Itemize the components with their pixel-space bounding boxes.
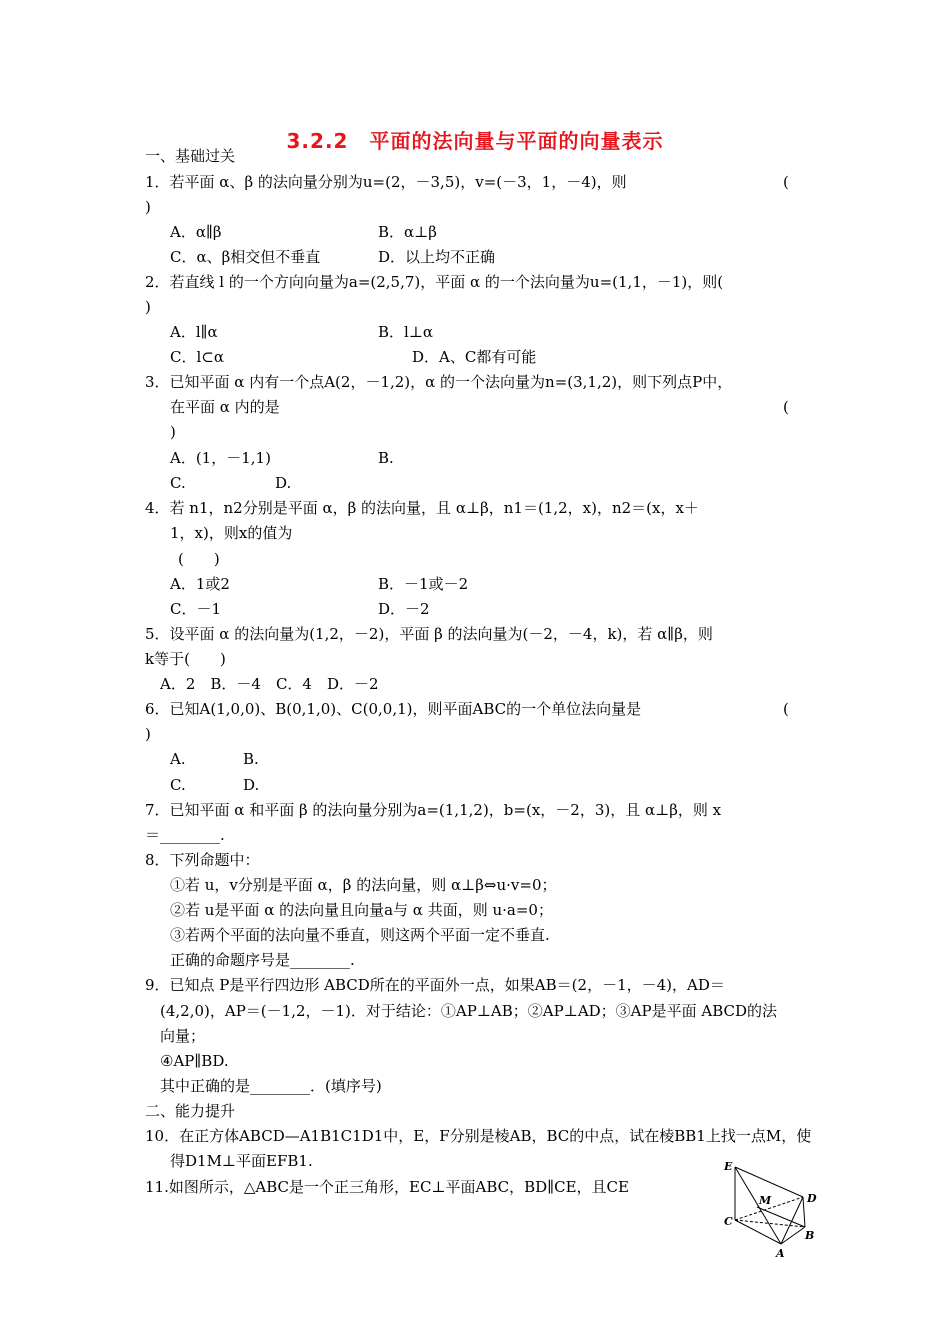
figure-label-b: B [805,1229,815,1242]
question-9-cont: (4,2,0)，AP＝(－1,2，－1)．对于结论：①AP⊥AB；②AP⊥AD；③AP是平面 ABCD的法 [160,1002,778,1020]
figure-label-e: E [724,1160,733,1173]
option-a: A．l∥α [170,323,218,341]
option-b: B．α⊥β [378,223,437,241]
question-9-conclusion-4: ④AP∥BD. [160,1052,229,1070]
question-4: 4．若 n1，n2分别是平面 α，β 的法向量，且 α⊥β，n1＝(1,2，x)，n2＝(x，x＋ [145,499,699,517]
question-10-cont: 得D1M⊥平面EFB1. [170,1152,313,1170]
question-9-cont: 向量； [160,1027,206,1045]
answer-bracket-close: ) [145,198,151,216]
section-heading: 二、能力提升 [145,1102,236,1120]
proposition-2: ②若 u是平面 α 的法向量且向量a与 α 共面，则 u·a=0； [170,901,553,919]
question-5: 5．设平面 α 的法向量为(1,2，－2)，平面 β 的法向量为(－2，－4，k)，若 α∥β，则 [145,625,713,643]
question-5-cont: k等于( ) [145,650,226,668]
geometry-figure [715,1155,825,1265]
option-b: B. [243,750,259,768]
option-c: C．l⊂α [170,348,224,366]
option-a: A．(1，－1,1) [170,449,271,467]
option-c: C. [170,776,186,794]
proposition-1: ①若 u，v分别是平面 α，β 的法向量，则 α⊥β⇔u·v=0； [170,876,557,894]
option-a: A．α∥β [170,223,222,241]
option-b: B. [378,449,394,467]
option-d: D．－2 [378,600,430,618]
figure-label-m: M [759,1194,772,1207]
question-10: 10．在正方体ABCD—A1B1C1D1中，E，F分别是棱AB，BC的中点，试在棱BB1上找一点M，使 [145,1127,812,1145]
proposition-3: ③若两个平面的法向量不垂直，则这两个平面一定不垂直. [170,926,550,944]
option-d: D. [275,474,292,492]
figure-label-c: C [724,1215,733,1228]
question-4-cont: 1，x)，则x的值为 [170,524,293,542]
answer-bracket-close: ) [145,298,151,316]
answer-bracket: ( ) [178,550,220,568]
answer-bracket-close: ) [145,725,151,743]
question-11: 11.如图所示，△ABC是一个正三角形，EC⊥平面ABC，BD∥CE，且CE [145,1178,629,1196]
question-9: 9．已知点 P是平行四边形 ABCD所在的平面外一点，如果AB＝(2，－1，－4)，AD＝ [145,976,725,994]
option-d: D．以上均不正确 [378,248,496,266]
question-6: 6．已知A(1,0,0)、B(0,1,0)、C(0,0,1)，则平面ABC的一个单位法向量是 [145,700,642,718]
question-8-answer: 正确的命题序号是________. [170,951,355,969]
answer-bracket-close: ) [170,423,176,441]
question-8: 8．下列命题中： [145,851,260,869]
options-row: A．2 B．－4 C．4 D．－2 [160,675,379,693]
option-c: C. [170,474,186,492]
option-b: B．l⊥α [378,323,434,341]
option-a: A．1或2 [170,575,230,593]
option-d: D．A、C都有可能 [412,348,537,366]
section-heading: 一、基础过关 [145,147,236,165]
question-3-cont: 在平面 α 内的是 [170,398,280,416]
page-title: 3.2.2 平面的法向量与平面的向量表示 [286,129,664,153]
figure-label-d: D [807,1192,817,1205]
question-9-answer: 其中正确的是________．(填序号) [160,1077,382,1095]
answer-bracket-open: ( [783,398,789,416]
question-3: 3．已知平面 α 内有一个点A(2，－1,2)，α 的一个法向量为n=(3,1,2)，则下列点P中， [145,373,733,391]
figure-label-a: A [776,1247,785,1260]
question-7-cont: ＝________. [145,826,225,844]
option-c: C．－1 [170,600,222,618]
option-c: C．α、β相交但不垂直 [170,248,321,266]
question-7: 7．已知平面 α 和平面 β 的法向量分别为a=(1,1,2)，b=(x，－2，3)，且 α⊥β，则 x [145,801,722,819]
option-a: A. [170,750,186,768]
option-b: B．－1或－2 [378,575,469,593]
answer-bracket-open: ( [783,700,789,718]
question-1: 1．若平面 α、β 的法向量分别为u=(2，－3,5)，v=(－3，1，－4)，则 [145,173,627,191]
answer-bracket-open: ( [783,173,789,191]
question-2: 2．若直线 l 的一个方向向量为a=(2,5,7)，平面 α 的一个法向量为u=(1,1，－1)，则( [145,273,724,291]
option-d: D. [243,776,260,794]
